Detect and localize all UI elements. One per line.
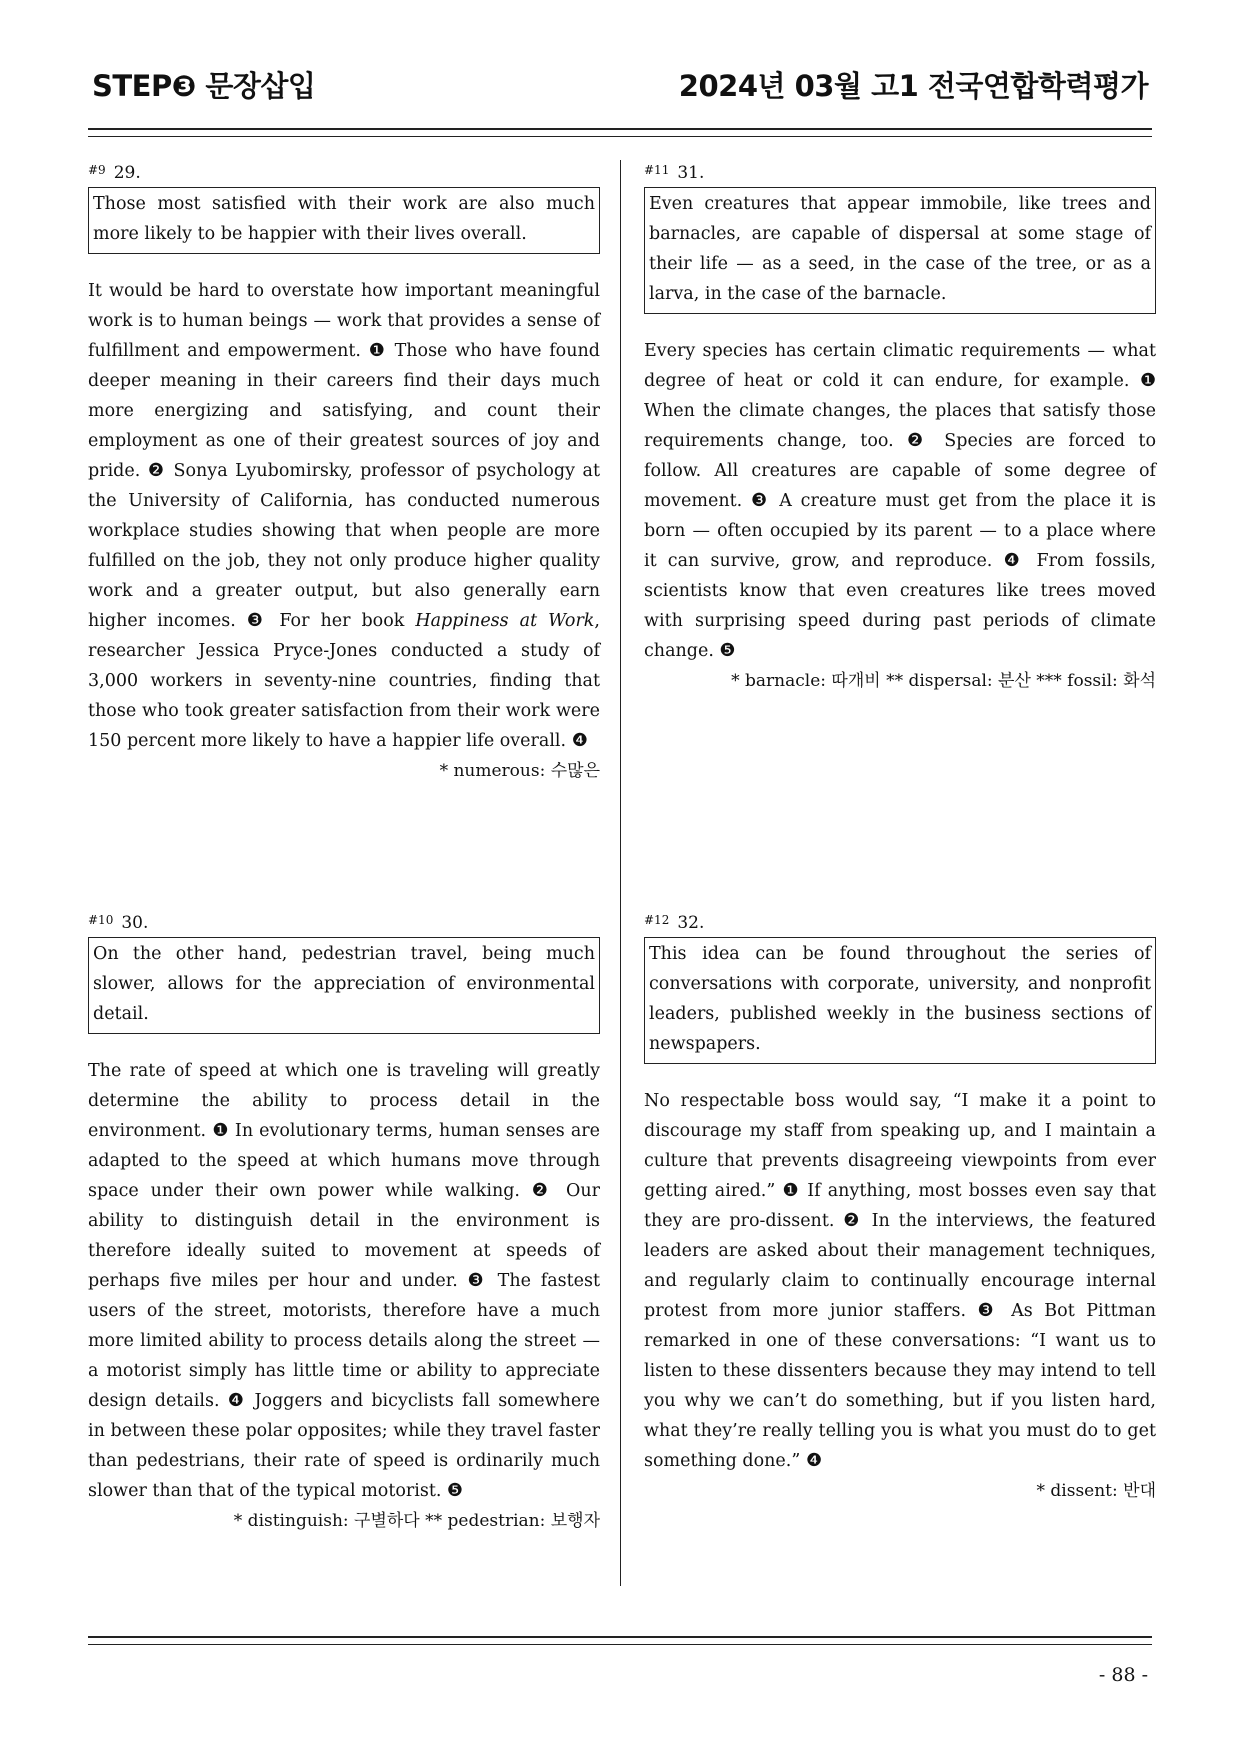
given-sentence-box: This idea can be found throughout the series of conversations with corporate, university, and nonprofit leaders, published weekly in the business sections of newspapers. <box>644 937 1156 1064</box>
insert-mark-4[interactable]: ❹ <box>571 730 588 751</box>
insert-mark-4[interactable]: ❹ <box>1003 550 1026 571</box>
insert-mark-3[interactable]: ❸ <box>467 1270 488 1291</box>
insert-mark-3[interactable]: ❸ <box>246 610 269 631</box>
insert-mark-2[interactable]: ❷ <box>907 430 931 451</box>
given-sentence-box: Even creatures that appear immobile, like trees and barnacles, are capable of dispersal at some stage of their life — as a seed, in the case of the tree, or as a larva, in the case of the barnacle. <box>644 187 1156 314</box>
question-number: $^{\#11}$ 31. <box>644 163 705 183</box>
passage: It would be hard to overstate how important meaningful work is to human beings — work that provides a sense of fulfillment and empowerment. ❶ Those who have found deeper meaning in their careers find their days much more energizing and satisfying, and count their employment as one of their greatest sources of joy and pride. ❷ Sonya Lyubomirsky, professor of psychology at the University of California, has conducted numerous workplace studies showing that when people are more fulfilled on the job, they not only produce higher quality work and a greater output, but also generally earn higher incomes. ❸ For her book Happiness at Work, researcher Jessica Pryce-Jones conducted a study of 3,000 workers in seventy-nine countries, finding that those who took greater satisfaction from their work were 150 percent more likely to have a happier life overall. ❹ <box>88 281 600 751</box>
question-number: $^{\#9}$ 29. <box>88 163 141 183</box>
insert-mark-4[interactable]: ❹ <box>227 1390 247 1411</box>
question-32 <box>644 910 1156 1506</box>
insert-mark-1[interactable]: ❶ <box>782 1180 801 1201</box>
question-number: $^{\#12}$ 32. <box>644 913 705 933</box>
insert-mark-4[interactable]: ❹ <box>805 1450 822 1471</box>
footer-rule <box>88 1636 1152 1645</box>
footnote: * numerous: 수많은 <box>439 761 600 781</box>
header-rule <box>88 128 1152 137</box>
insert-mark-2[interactable]: ❷ <box>843 1210 863 1231</box>
given-sentence-box: On the other hand, pedestrian travel, being much slower, allows for the appreciation of environmental detail. <box>88 937 600 1034</box>
insert-mark-1[interactable]: ❶ <box>1139 370 1156 391</box>
question-31 <box>644 160 1156 696</box>
footnote: * distinguish: 구별하다 ** pedestrian: 보행자 <box>233 1511 600 1531</box>
passage: The rate of speed at which one is traveling will greatly determine the ability to process detail in the environment. ❶ In evolutionary terms, human senses are adapted to the speed at which humans move through space under their own power while walking. ❷ Our ability to distinguish detail in the environment is therefore ideally suited to movement at speeds of perhaps five miles per hour and under. ❸ The fastest users of the street, motorists, therefore have a much more limited ability to process details along the street — a motorist simply has little time or ability to appreciate design details. ❹ Joggers and bicyclists fall somewhere in between these polar opposites; while they travel faster than pedestrians, their rate of speed is ordinarily much slower than that of the typical motorist. ❺ <box>88 1061 601 1501</box>
insert-mark-1[interactable]: ❶ <box>368 340 387 361</box>
footnote: * dissent: 반대 <box>1036 1481 1156 1501</box>
passage: No respectable boss would say, “I make it a point to discourage my staff from speaking up, and I maintain a culture that prevents disagreeing viewpoints from ever getting aired.” ❶ If anything, most bosses even say that they are pro-dissent. ❷ In the interviews, the featured leaders are asked about their management techniques, and regularly claim to continually encourage internal protest from more junior staffers. ❸ As Bot Pittman remarked in one of these conversations: “I want us to listen to these dissenters because they may intend to tell you why we can’t do something, but if you listen hard, what they’re really telling you is what you must do to get something done.” ❹ <box>644 1091 1156 1471</box>
column-divider <box>620 160 621 1586</box>
passage: Every species has certain climatic requirements — what degree of heat or cold it can endure, for example. ❶ When the climate changes, the places that satisfy those requirements change, too. ❷ Species are forced to follow. All creatures are capable of some degree of movement. ❸ A creature must get from the place it is born — often occupied by its parent — to a place where it can survive, grow, and reproduce. ❹ From fossils, scientists know that even creatures like trees moved with surprising speed during past periods of climate change. ❺ <box>644 341 1156 661</box>
insert-mark-2[interactable]: ❷ <box>147 460 166 481</box>
step-title: STEP❸ 문장삽입 <box>92 69 316 103</box>
footnote: * barnacle: 따개비 ** dispersal: 분산 *** fossil: 화석 <box>731 671 1156 691</box>
page-header <box>88 60 1152 110</box>
question-29 <box>88 160 600 786</box>
insert-mark-3[interactable]: ❸ <box>977 1300 1000 1321</box>
given-sentence-box: Those most satisfied with their work are also much more likely to be happier with their lives overall. <box>88 187 600 254</box>
insert-mark-5[interactable]: ❺ <box>447 1480 464 1501</box>
question-30 <box>88 910 600 1536</box>
exam-title: 2024년 03월 고1 전국연합학력평가 <box>678 69 1148 103</box>
insert-mark-3[interactable]: ❸ <box>751 490 771 511</box>
insert-mark-1[interactable]: ❶ <box>212 1120 229 1141</box>
page-number: - 88 - <box>1098 1664 1148 1686</box>
insert-mark-5[interactable]: ❺ <box>719 640 736 661</box>
question-number: $^{\#10}$ 30. <box>88 913 149 933</box>
insert-mark-2[interactable]: ❷ <box>531 1180 555 1201</box>
